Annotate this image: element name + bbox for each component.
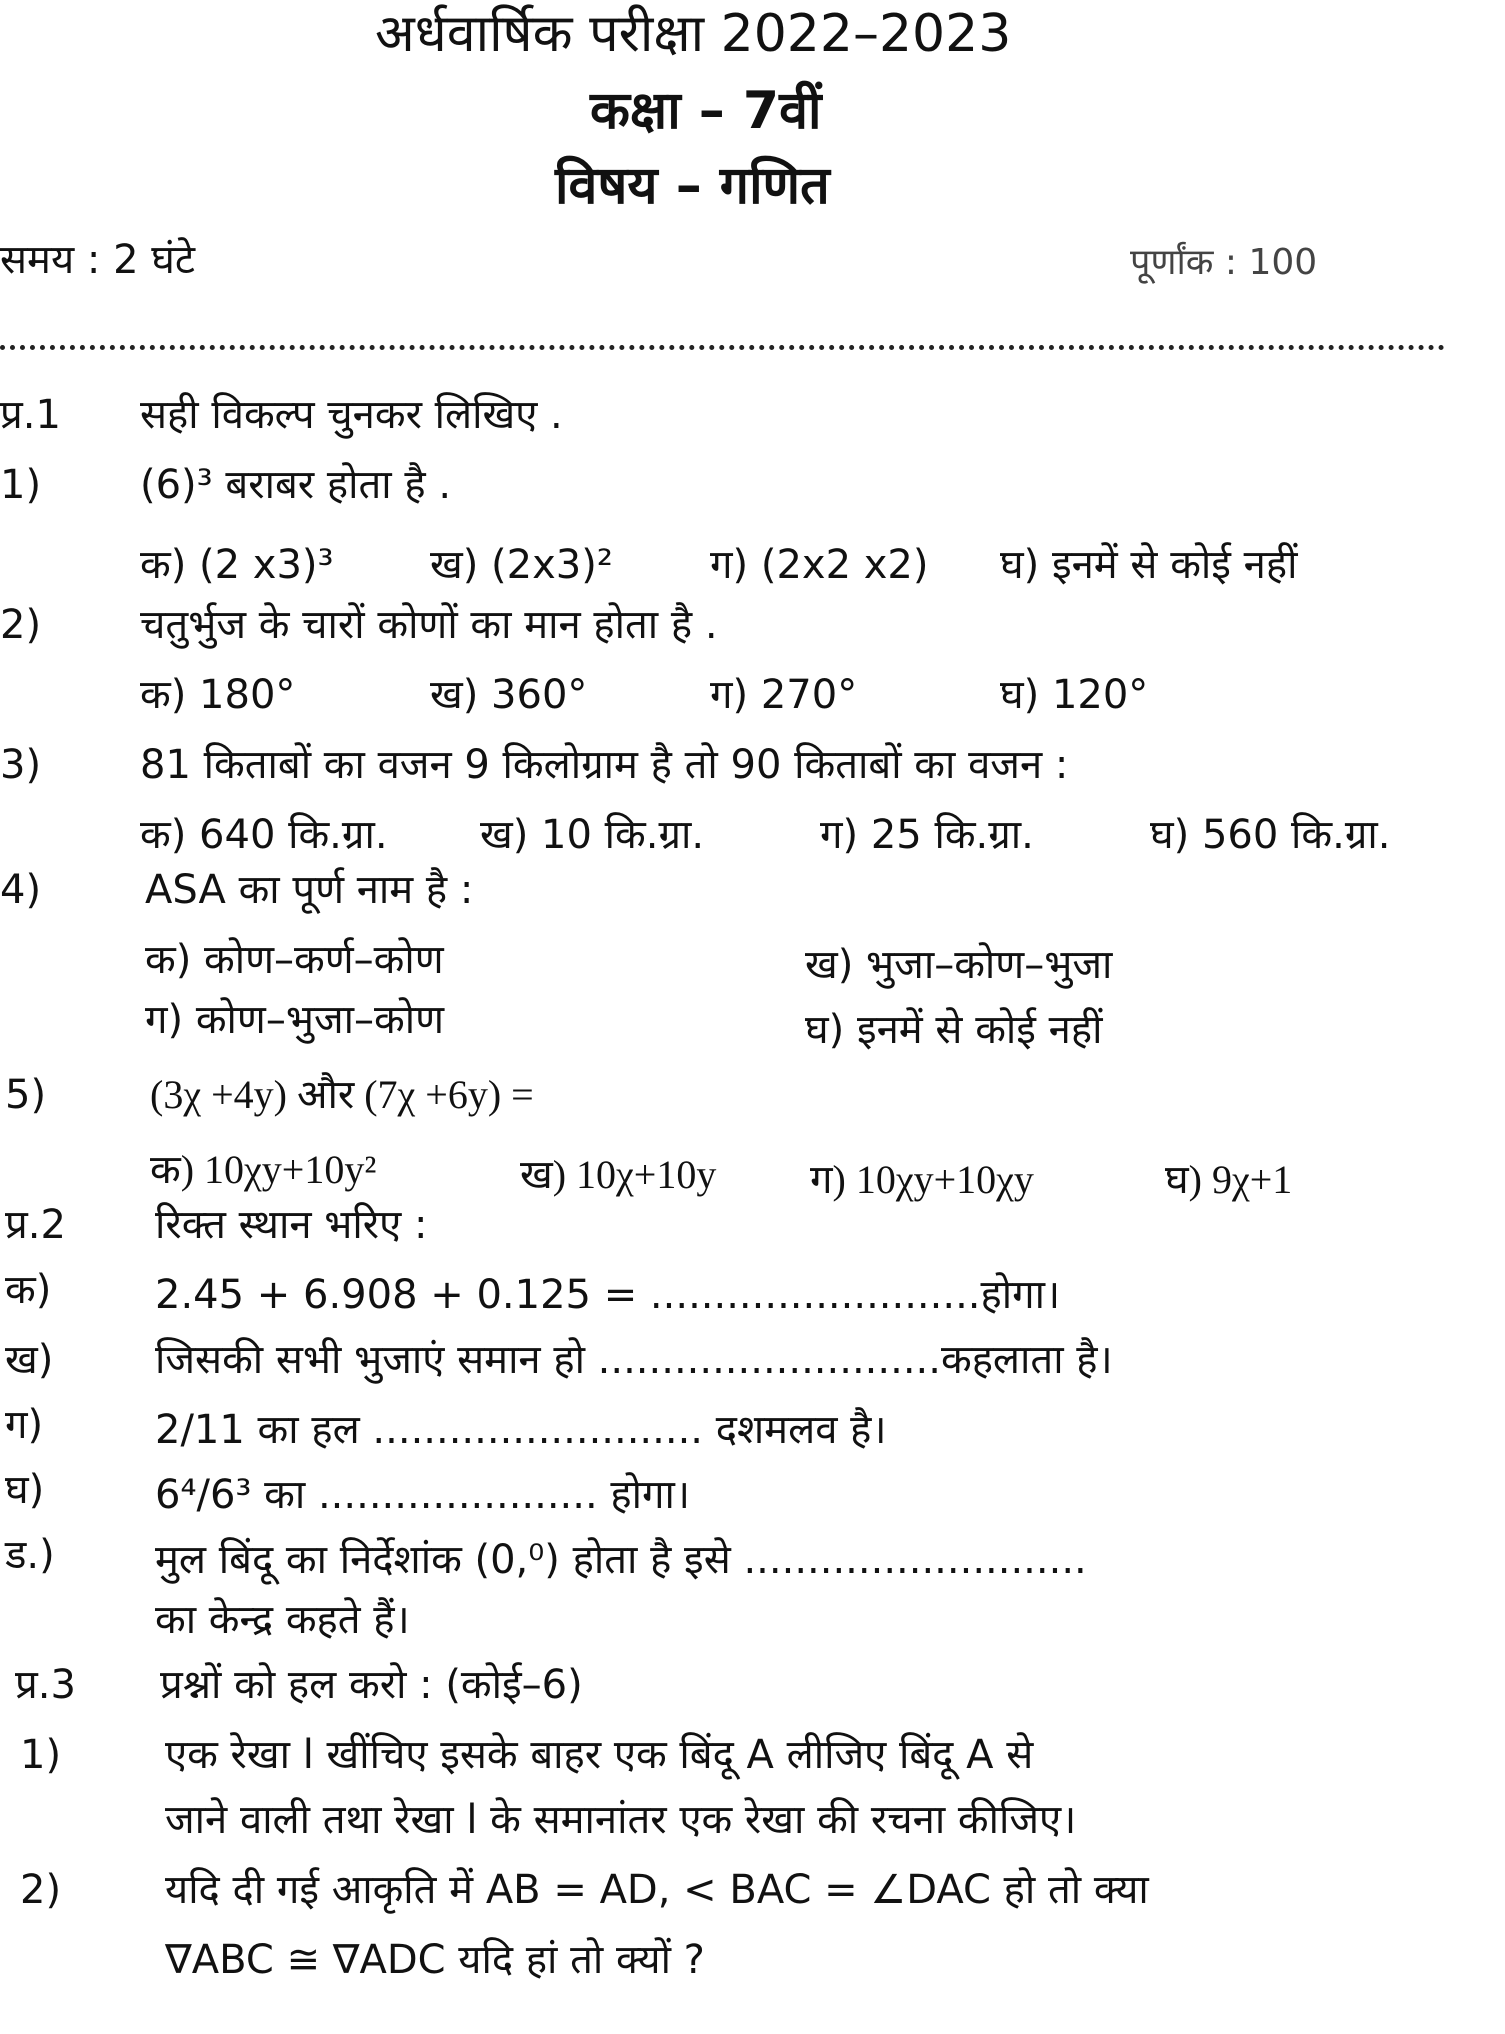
question-text: 6⁴/6³ का xyxy=(155,1472,318,1518)
option: घ) इनमें से कोई नहीं xyxy=(805,1007,1103,1053)
question-text: कहलाता है। xyxy=(940,1337,1113,1383)
question-text: मुल बिंदू का निर्देशांक (0,⁰) होता है इसे xyxy=(155,1537,744,1583)
option: ख) 10 कि.ग्रा. xyxy=(480,812,705,858)
question-text: होगा। xyxy=(597,1472,691,1518)
item-number: क) xyxy=(5,1267,52,1313)
max-marks-label: पूर्णांक : 100 xyxy=(1130,242,1318,283)
answer-blank: ...................... xyxy=(317,1472,598,1518)
option: क) 180° xyxy=(140,672,296,718)
question-text: यदि दी गई आकृति में AB = AD, < BAC = ∠DAC हो तो क्या xyxy=(165,1867,1149,1913)
option: ग) 25 कि.ग्रा. xyxy=(820,812,1034,858)
item-number: 3) xyxy=(0,742,42,788)
option: ग) (2x2 x2) xyxy=(710,542,929,588)
q3-heading: प्रश्नों को हल करो : (कोई–6) xyxy=(160,1662,583,1708)
fill-blank-line xyxy=(155,1337,1113,1383)
question-text: जाने वाली तथा रेखा l के समानांतर एक रेखा की रचना कीजिए। xyxy=(165,1797,1077,1843)
item-number: घ) xyxy=(5,1467,45,1513)
item-number: 1) xyxy=(0,462,42,508)
time-label: समय : 2 घंटे xyxy=(0,237,196,283)
option: क) (2 x3)³ xyxy=(140,542,334,588)
item-number: 1) xyxy=(20,1732,62,1778)
answer-blank: .......................... xyxy=(649,1272,981,1318)
answer-blank: ........................... xyxy=(743,1537,1087,1583)
item-number: ख) xyxy=(5,1337,54,1383)
q3-label: प्र.3 xyxy=(15,1662,76,1708)
fill-blank-line xyxy=(155,1272,1061,1318)
option: ख) 360° xyxy=(430,672,588,718)
subject-label: विषय – गणित xyxy=(555,156,830,216)
item-number: 4) xyxy=(0,867,42,913)
question-text: (6)³ बराबर होता है . xyxy=(140,462,452,508)
option: घ) 560 कि.ग्रा. xyxy=(1150,812,1391,858)
option: ग) 270° xyxy=(710,672,858,718)
option: ख) 10χ+10y xyxy=(520,1152,717,1197)
item-number: ग) xyxy=(5,1402,44,1448)
question-text: दशमलव है। xyxy=(703,1407,887,1453)
question-text: होगा। xyxy=(980,1272,1061,1318)
question-text: ASA का पूर्ण नाम है : xyxy=(145,867,474,913)
question-text: 2.45 + 6.908 + 0.125 = xyxy=(155,1272,650,1318)
option: घ) 120° xyxy=(1000,672,1149,718)
question-text: एक रेखा l खींचिए इसके बाहर एक बिंदू A लीजिए बिंदू A से xyxy=(165,1732,1034,1778)
fill-blank-line xyxy=(155,1537,1087,1583)
answer-blank: .......................... xyxy=(372,1407,704,1453)
option: ग) कोण–भुजा–कोण xyxy=(145,997,445,1043)
option: ख) (2x3)² xyxy=(430,542,613,588)
question-text: 2/11 का हल xyxy=(155,1407,373,1453)
question-text: का केन्द्र कहते हैं। xyxy=(155,1597,410,1643)
q1-label: प्र.1 xyxy=(0,392,61,438)
answer-blank: ........................... xyxy=(597,1337,941,1383)
option: क) 640 कि.ग्रा. xyxy=(140,812,388,858)
fill-blank-line xyxy=(155,1407,887,1453)
option: घ) इनमें से कोई नहीं xyxy=(1000,542,1298,588)
option: क) कोण–कर्ण–कोण xyxy=(145,937,444,983)
divider xyxy=(0,345,1445,350)
q2-heading: रिक्त स्थान भरिए : xyxy=(155,1202,428,1248)
item-number: 2) xyxy=(20,1867,62,1913)
q1-heading: सही विकल्प चुनकर लिखिए . xyxy=(140,392,563,438)
option: घ) 9χ+1 xyxy=(1165,1157,1293,1202)
option: ग) 10χy+10χy xyxy=(810,1157,1034,1202)
class-label: कक्षा – 7वीं xyxy=(590,81,822,141)
question-text: जिसकी सभी भुजाएं समान हो xyxy=(155,1337,598,1383)
option: ख) भुजा–कोण–भुजा xyxy=(805,942,1113,988)
item-number: 5) xyxy=(5,1072,47,1118)
item-number: ड.) xyxy=(5,1532,55,1578)
option: क) 10χy+10y² xyxy=(150,1147,377,1192)
exam-title: अर्धवार्षिक परीक्षा 2022–2023 xyxy=(375,4,1012,64)
q2-label: प्र.2 xyxy=(5,1202,66,1248)
question-text: ∇ABC ≅ ∇ADC यदि हां तो क्यों ? xyxy=(165,1937,705,1983)
item-number: 2) xyxy=(0,602,42,648)
question-text: 81 किताबों का वजन 9 किलोग्राम है तो 90 किताबों का वजन : xyxy=(140,742,1069,788)
question-text: चतुर्भुज के चारों कोणों का मान होता है . xyxy=(140,602,718,648)
question-text: (3χ +4y) और (7χ +6y) = xyxy=(150,1072,534,1117)
fill-blank-line xyxy=(155,1472,691,1518)
